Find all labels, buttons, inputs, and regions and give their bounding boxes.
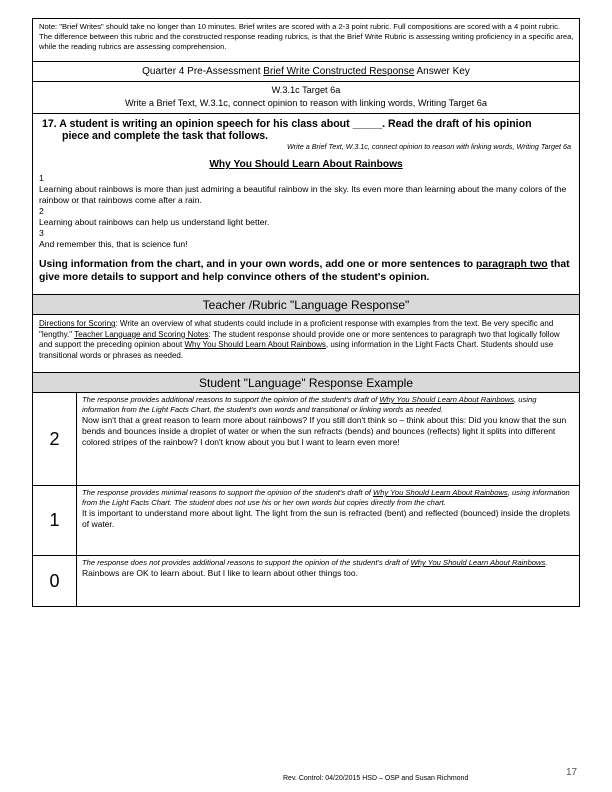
directions-label: Directions for Scoring <box>39 319 116 328</box>
revision-footer: Rev. Control: 04/20/2015 HSD – OSP and Susan Richmond <box>283 775 469 782</box>
instruction-text-end: that give more details to support and help convince others of the student's opinion. <box>39 259 570 283</box>
paragraph-text: Learning about rainbows is more than just admiring a beautiful rainbow in the sky. Its even more than learning about the many colors of the rainbow or that rainbows come after a rain. <box>39 184 567 205</box>
item-standard: Write a Brief Text, W.3.1c, connect opinion to reason with linking words, Writing Target 6a <box>286 142 571 151</box>
title-underlined: Brief Write Constructed Response <box>263 66 415 77</box>
notes-title-ref: Why You Should Learn About Rainbows <box>184 340 326 350</box>
score-example: Now isn't that a great reason to learn more about rainbows? If you still don't think so – think about this: Did you know that the sun bends and bounces inside a droplet of water or when the sun refracts (bends) and bounces (reflects) light it splits into different colored stripes of the rainbow? I don't know about you but I want to learn even more! <box>82 414 567 448</box>
directions-text: : Write an overview of what students could include in a proficient response with examples from the text. Be very specific and "lengthy." <box>39 319 554 339</box>
standard-code: W.3.1c Target 6a <box>271 85 341 95</box>
score-example: It is important to understand more about light. The light from the sun is refracted (bent) and reflected (bounced) inside the droplets of water. <box>82 507 570 529</box>
desc-text: The response provides additional reasons to support the opinion of the student's draft of <box>82 395 378 404</box>
score-content <box>77 393 579 485</box>
score-example: Rainbows are OK to learn about. But I like to learn about other things too. <box>82 567 358 578</box>
score-description <box>82 558 574 568</box>
paragraph-number: 2 <box>39 206 44 216</box>
page-title <box>33 62 579 82</box>
task-instruction <box>39 259 573 284</box>
example-header: Student "Language" Response Example <box>33 373 579 393</box>
passage <box>39 173 573 250</box>
desc-title: Why You Should Learn About Rainbows <box>373 488 508 497</box>
score-value: 0 <box>33 556 77 606</box>
desc-text: The response does not provides additional reasons to support the opinion of the student's draft of <box>82 558 409 567</box>
paragraph-number: 1 <box>39 173 44 183</box>
score-row <box>33 556 579 606</box>
score-description <box>82 395 574 415</box>
instruction-text: Using information from the chart, and in your own words, add one or more sentences to <box>39 259 474 270</box>
desc-text: The response provides minimal reasons to support the opinion of the student's draft of <box>82 488 371 497</box>
answer-key-page <box>32 18 580 607</box>
brief-write-note: Note: "Brief Writes" should take no longer than 10 minutes. Brief writes are scored with a 2-3 point rubric. Full compositions are scored with a 4 point rubric. The difference between this rubric and the constructed response reading rubrics, is that the Brief Write Rubric is assessing writing proficiency in a specific area, while the reading rubrics are assessing comprehension. <box>33 19 579 62</box>
instruction-underlined: paragraph two <box>476 259 548 270</box>
score-content <box>77 556 579 606</box>
notes-text: : The student response should provide one or more sentences to paragraph two that logically follow and support the preceding opinion about <box>39 329 560 350</box>
desc-text-end: , using information from the Light Facts Chart, the student's own words and transitional or linking words as needed. <box>82 395 537 414</box>
score-content <box>77 486 579 555</box>
standards-box <box>33 82 579 114</box>
scoring-directions <box>33 315 579 373</box>
score-row <box>33 486 579 556</box>
page-number: 17 <box>566 767 578 778</box>
paragraph-text: Learning about rainbows can help us understand light better. <box>39 217 270 227</box>
item-17 <box>33 114 579 295</box>
notes-label: Teacher Language and Scoring Notes <box>74 329 209 339</box>
prompt-line-2: piece and complete the task that follows. <box>62 130 269 142</box>
score-value: 2 <box>33 393 77 485</box>
score-row <box>33 393 579 486</box>
item-prompt <box>39 118 573 142</box>
passage-title: Why You Should Learn About Rainbows <box>209 159 403 170</box>
standard-description: Write a Brief Text, W.3.1c, connect opinion to reason with linking words, Writing Target 6a <box>125 97 487 108</box>
score-value: 1 <box>33 486 77 555</box>
prompt-line-1: A student is writing an opinion speech for his class about _____. Read the draft of his opinion <box>59 118 532 130</box>
item-number: 17. <box>42 118 57 130</box>
paragraph-number: 3 <box>39 228 44 238</box>
title-suffix: Answer Key <box>416 66 470 77</box>
notes-text-end: , using information in the Light Facts Chart. Students should use transitional words or phrases as needed. <box>39 340 554 360</box>
paragraph-text: And remember this, that is science fun! <box>39 239 188 249</box>
desc-text-end: , using information from the Light Facts Chart. The student does not use his or her own words but copies directly from the chart. <box>82 488 570 507</box>
score-table <box>33 393 579 606</box>
title-prefix: Quarter 4 Pre-Assessment <box>142 66 261 77</box>
rubric-header: Teacher /Rubric "Language Response" <box>33 295 579 315</box>
score-description <box>82 488 574 508</box>
desc-text-end: . <box>545 558 548 567</box>
desc-title: Why You Should Learn About Rainbows <box>410 558 546 567</box>
desc-title: Why You Should Learn About Rainbows <box>379 395 515 404</box>
